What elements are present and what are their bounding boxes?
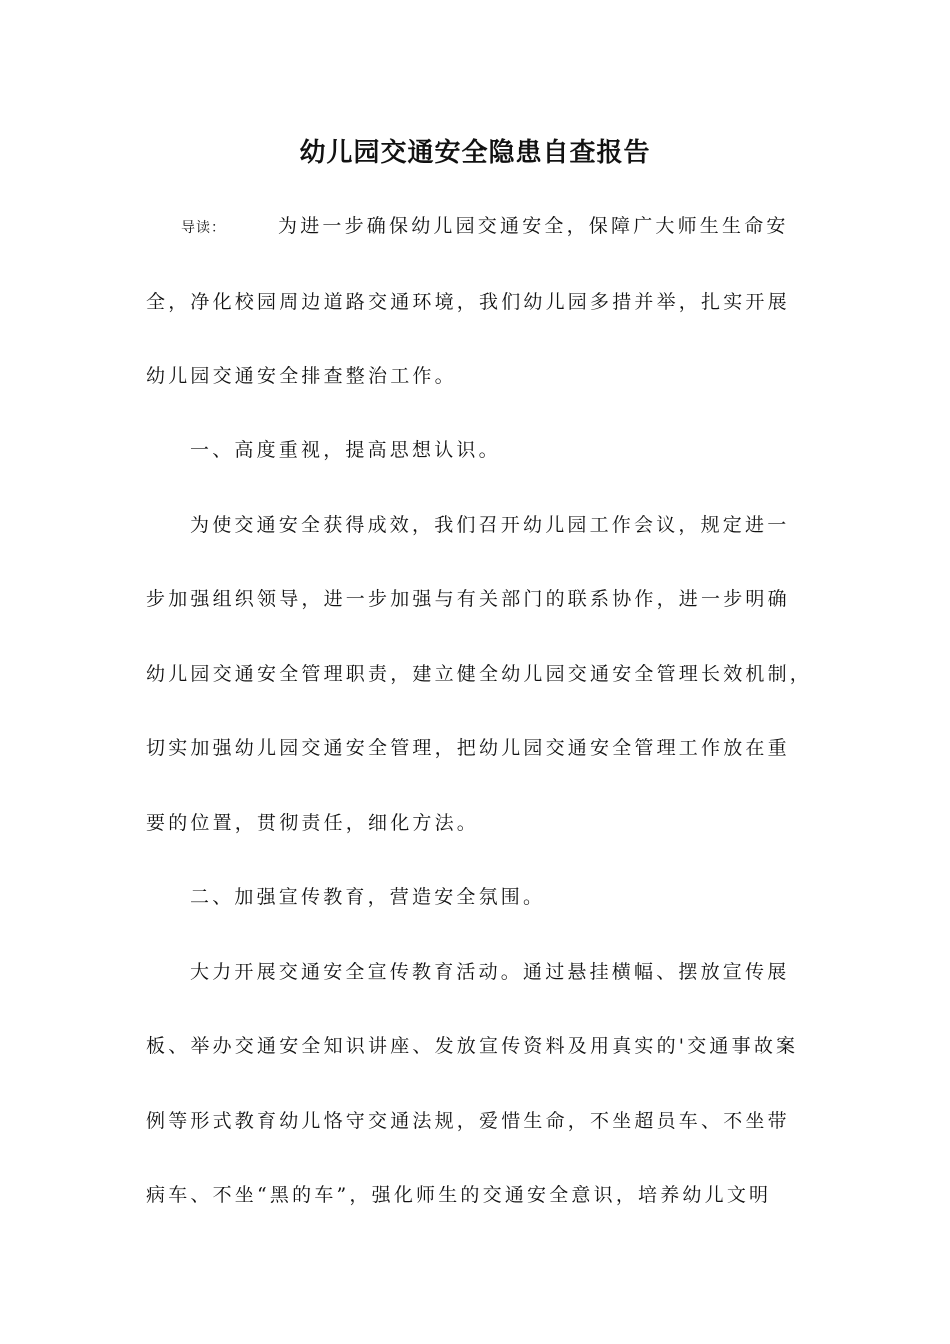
- section-heading: 二、加强宣传教育，营造安全氛围。: [190, 886, 546, 908]
- paragraph-line: 大力开展交通安全宣传教育活动。通过悬挂横幅、摆放宣传展: [190, 961, 790, 983]
- paragraph-line: 病车、不坐“黑的车”，强化师生的交通安全意识，培养幼儿文明: [146, 1184, 772, 1206]
- paragraph-line: 步加强组织领导，进一步加强与有关部门的联系协作，进一步明确: [146, 588, 790, 610]
- paragraph-line: 要的位置，贯彻责任，细化方法。: [146, 812, 480, 834]
- document-title: 幼儿园交通安全隐患自查报告: [299, 138, 651, 168]
- paragraph-line: 板、举办交通安全知识讲座、发放宣传资料及用真实的'交通事故案: [146, 1035, 799, 1057]
- paragraph-line: 幼儿园交通安全管理职责，建立健全幼儿园交通安全管理长效机制，: [146, 663, 813, 685]
- paragraph-line: 为使交通安全获得成效，我们召开幼儿园工作会议，规定进一: [190, 514, 790, 536]
- paragraph-line: 全，净化校园周边道路交通环境，我们幼儿园多措并举，扎实开展: [146, 291, 790, 313]
- intro-label: 导读：: [181, 220, 226, 236]
- paragraph-line: 切实加强幼儿园交通安全管理，把幼儿园交通安全管理工作放在重: [146, 737, 790, 759]
- section-heading: 一、高度重视，提高思想认识。: [190, 439, 501, 461]
- intro-first-line: 为进一步确保幼儿园交通安全，保障广大师生生命安: [278, 215, 789, 237]
- paragraph-line: 幼儿园交通安全排查整治工作。: [146, 365, 457, 387]
- paragraph-line: 例等形式教育幼儿恪守交通法规，爱惜生命，不坐超员车、不坐带: [146, 1110, 790, 1132]
